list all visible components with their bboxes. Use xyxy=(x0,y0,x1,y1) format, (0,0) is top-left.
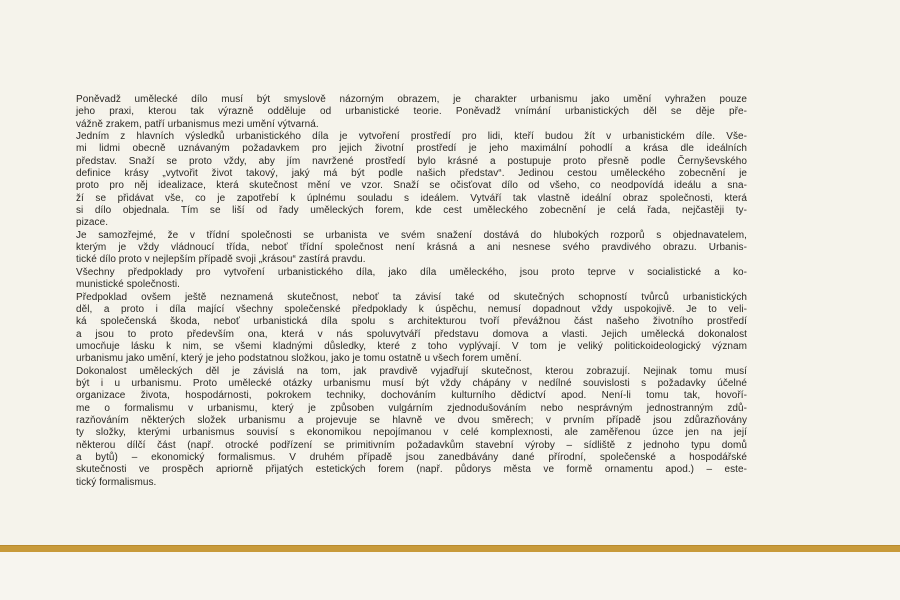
text-line: vážně zrakem, patří urbanismus mezi umění výtvarná. xyxy=(76,118,319,130)
text-line: proto pro něj idealizace, která skutečnost mění ve vzor. Snaží se očisťovat dílo od všeho, co neodpovídá ideálu a sna- xyxy=(76,180,747,192)
text-line: ží se přidávat vše, co je zapotřebí k úplnému souladu s ideálem. Vytváří tak vlastně ideální obraz společnosti, která xyxy=(76,192,747,204)
text-line: představ. Snaží se proto vždy, aby jím navržené prostředí bylo krásné a postupuje proto přesně podle Černyševského xyxy=(76,155,747,167)
body-text xyxy=(76,94,747,489)
text-line: Všechny předpoklady pro vytvoření urbanistického díla, jako díla uměleckého, jsou proto teprve v socialistické a ko- xyxy=(76,266,747,278)
lower-margin xyxy=(0,552,900,600)
text-line: děl, a proto i díla mající všechny společenské předpoklady k úspěchu, nemusí dopadnout vždy uspokojivě. Je to veli- xyxy=(76,303,747,315)
text-line: ká společenská škoda, neboť urbanistická díla spolu s architekturou tvoří převážnou část našeho životního prostředí xyxy=(76,316,747,328)
text-line: ty složky, kterými urbanismus souvisí s ekonomikou nepojímanou v celé komplexnosti, ale zaměřenou úzce jen na její xyxy=(76,427,747,439)
text-line: me o formalismu v urbanismu, který je způsoben vulgárním zjednodušováním nebo nesprávným jednostranným zdů- xyxy=(76,402,747,414)
text-line: Dokonalost uměleckých děl je závislá na tom, jak pravdivě vyjadřují skutečnost, kterou zobrazují. Nejinak tomu musí xyxy=(76,365,747,377)
text-line: munistické společnosti. xyxy=(76,279,180,291)
text-line: si dílo objednala. Tím se liší od řady uměleckých forem, kde cest uměleckého zobecnění je celá řada, nejčastěji ty- xyxy=(76,205,747,217)
text-line: razňováním některých složek urbanismu a projevuje se hlavně ve dvou směrech; v prvním případě jsou zdůrazňovány xyxy=(76,414,747,426)
text-line: organizace života, hospodárnosti, pokrokem techniky, dochováním kulturního dědictví apod. Není-li tomu tak, hovoří- xyxy=(76,390,747,402)
text-line: a jsou to proto především ona, která v nás spoluvytváří představu domova a vlasti. Jejich umělecká dokonalost xyxy=(76,328,747,340)
text-line: umocňuje lásku k nim, se všemi kladnými důsledky, které z toho vyplývají. V tom je veliký politickoideologický význam xyxy=(76,340,747,352)
text-line: Jedním z hlavních výsledků urbanistického díla je vytvoření prostředí pro lidi, kteří budou žít v urbanistickém díle. Vše- xyxy=(76,131,747,143)
text-line: tický formalismus. xyxy=(76,476,157,488)
text-line: Předpoklad ovšem ještě neznamená skutečnost, neboť ta závisí také od skutečných schopností tvůrců urbanistických xyxy=(76,291,747,303)
text-line: urbanismu jako umění, který je jeho podstatnou složkou, jako je tomu ostatně u všech forem umění. xyxy=(76,353,522,365)
text-line: Poněvadž umělecké dílo musí být smyslově názorným obrazem, je charakter urbanismu jako umění vyhražen pouze xyxy=(76,94,747,105)
text-line: definice krásy „vytvořit život takový, jaký má být podle našich představ“. Jedinou cestou uměleckého zobecnění je xyxy=(76,168,747,180)
text-line: některou dílčí část (např. otrocké podřízení se primitivním požadavkům stavební výroby – sídliště z jednoho typu domů xyxy=(76,439,747,451)
text-line: skutečnosti ve prospěch apriorně přijatých estetických forem (např. půdorys města ve formě ornamentu apod.) – este- xyxy=(76,464,747,476)
text-line: jeho praxi, kterou tak výrazně odděluje od urbanistické teorie. Poněvadž vnímání urbanistických děl se děje pře- xyxy=(76,106,747,118)
text-line: Je samozřejmé, že v třídní společnosti se urbanista ve svém snažení dostává do hlubokých rozporů s objednavatelem, xyxy=(76,229,747,241)
text-line: pizace. xyxy=(76,217,109,229)
text-line: kterým je vždy vládnoucí třída, neboť třídní společnost není krásná a ani nesnese svého pravdivého obrazu. Urbanis- xyxy=(76,242,747,254)
text-line: tické dílo proto v nejlepším případě svoji „krásou“ zastírá pravdu. xyxy=(76,254,366,266)
text-line: mi lidmi obecně uznávaným požadavkem pro jejich životní prostředí je jeho maximální pohodlí a krása dle ideálních xyxy=(76,143,747,155)
text-line: a bytů) – ekonomický formalismus. V druhém případě jsou zanedbávány dané přírodní, společenské a hospodářské xyxy=(76,451,747,463)
text-line: být i u urbanismu. Proto umělecké otázky urbanismu musí být vždy chápány v nedílné souvislosti s požadavky účelné xyxy=(76,377,747,389)
